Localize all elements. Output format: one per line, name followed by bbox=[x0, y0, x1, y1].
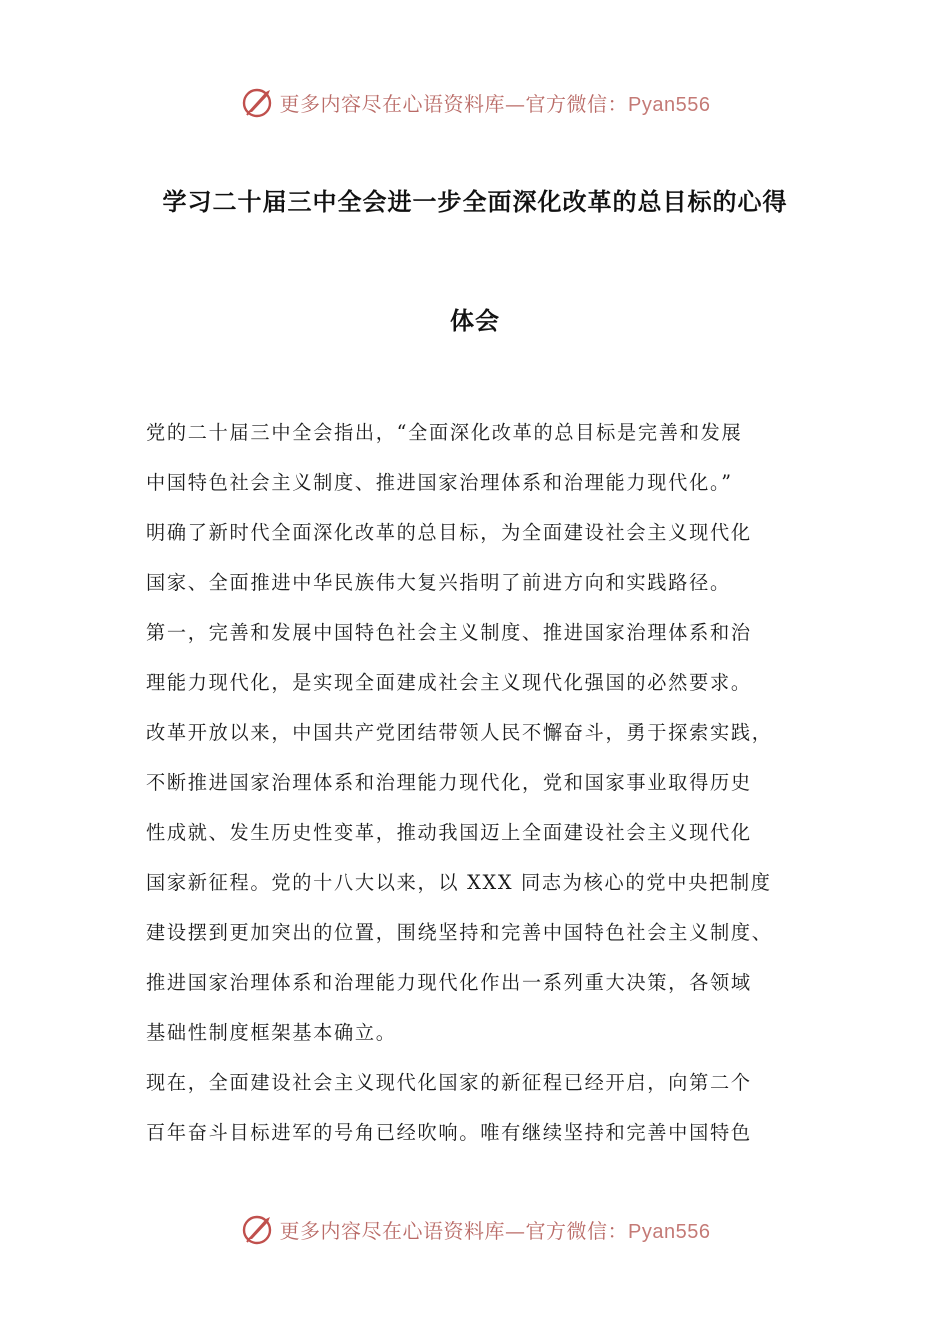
body-line: 现在，全面建设社会主义现代化国家的新征程已经开启，向第二个 bbox=[146, 1071, 752, 1094]
body-line: 改革开放以来，中国共产党团结带领人民不懈奋斗，勇于探索实践， bbox=[146, 721, 773, 744]
body-line: 国家、全面推进中华民族伟大复兴指明了前进方向和实践路径。 bbox=[146, 571, 731, 594]
header-banner-label: 更多内容尽在心语资料库—官方微信： bbox=[279, 91, 629, 116]
body-line: 第一，完善和发展中国特色社会主义制度、推进国家治理体系和治 bbox=[146, 621, 752, 644]
document-title-line-2: 体会 bbox=[450, 307, 500, 335]
body-line: 推进国家治理体系和治理能力现代化作出一系列重大决策，各领域 bbox=[146, 971, 752, 994]
body-line: 理能力现代化，是实现全面建成社会主义现代化强国的必然要求。 bbox=[146, 671, 752, 694]
body-line: 国家新征程。党的十八大以来，以 XXX 同志为核心的党中央把制度 bbox=[146, 871, 772, 894]
body-line: 不断推进国家治理体系和治理能力现代化，党和国家事业取得历史 bbox=[146, 771, 752, 794]
footer-banner-wechat: Pyan556 bbox=[628, 1220, 711, 1243]
footer-banner-text bbox=[280, 1215, 711, 1244]
header-banner bbox=[0, 82, 950, 122]
footer-banner bbox=[0, 1209, 950, 1249]
body-line: 性成就、发生历史性变革，推动我国迈上全面建设社会主义现代化 bbox=[146, 821, 752, 844]
body-line: 中国特色社会主义制度、推进国家治理体系和治理能力现代化。” bbox=[146, 471, 733, 494]
quill-logo-icon bbox=[240, 1211, 276, 1247]
body-line: 基础性制度框架基本确立。 bbox=[146, 1021, 397, 1044]
body-line: 建设摆到更加突出的位置，围绕坚持和完善中国特色社会主义制度、 bbox=[146, 921, 773, 944]
quill-logo-icon bbox=[240, 84, 276, 120]
body-line: 党的二十届三中全会指出，“全面深化改革的总目标是完善和发展 bbox=[146, 421, 743, 444]
header-banner-text bbox=[280, 88, 711, 117]
header-banner-wechat: Pyan556 bbox=[628, 93, 711, 116]
footer-banner-label: 更多内容尽在心语资料库—官方微信： bbox=[279, 1218, 629, 1243]
document-title-line-1: 学习二十届三中全会进一步全面深化改革的总目标的心得 bbox=[162, 188, 788, 216]
document-body bbox=[146, 416, 811, 1166]
body-line: 百年奋斗目标进军的号角已经吹响。唯有继续坚持和完善中国特色 bbox=[146, 1121, 752, 1144]
body-line: 明确了新时代全面深化改革的总目标，为全面建设社会主义现代化 bbox=[146, 521, 752, 544]
